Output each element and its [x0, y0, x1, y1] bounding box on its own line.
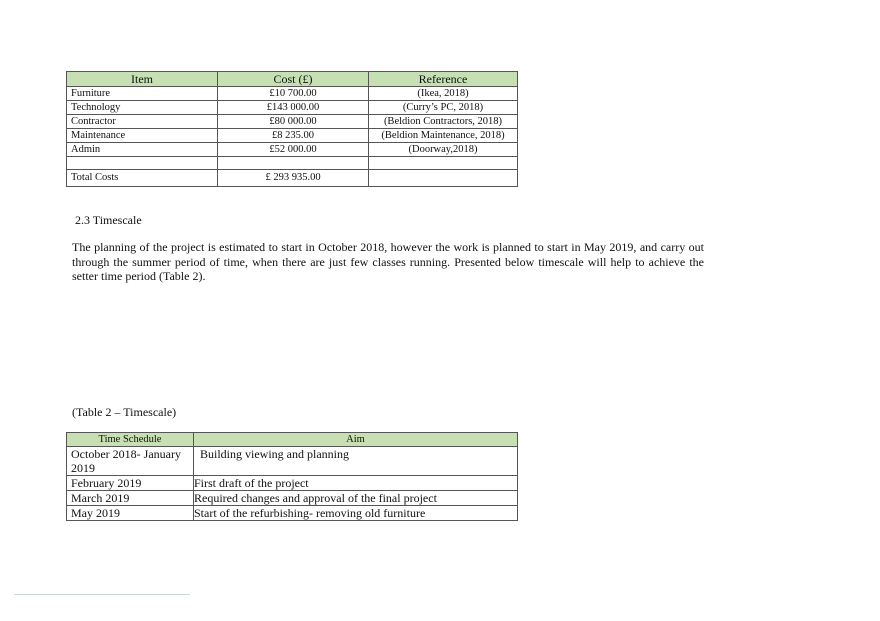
header-cost: Cost (£): [218, 72, 369, 87]
total-label: Total Costs: [67, 170, 218, 187]
cell-time: February 2019: [67, 476, 194, 491]
header-reference: Reference: [369, 72, 518, 87]
table-row: [67, 143, 518, 157]
table-row: [67, 447, 518, 476]
cell-aim: Start of the refurbishing- removing old furniture: [194, 506, 518, 521]
cell-cost: £80 000.00: [218, 115, 369, 129]
cell-time: October 2018- January 2019: [67, 447, 194, 476]
blank-row: [67, 157, 518, 170]
cell-time: May 2019: [67, 506, 194, 521]
section-paragraph: The planning of the project is estimated to start in October 2018, however the work is planned to start in May 2019, and carry out through the summer period of time, when there are just few classes running. Presented below timescale will help to achieve the setter time period (Table 2).: [72, 240, 704, 283]
cell-aim: Required changes and approval of the final project: [194, 491, 518, 506]
cell-cost: £8 235.00: [218, 129, 369, 143]
cell-item: Furniture: [67, 87, 218, 101]
total-cost: £ 293 935.00: [218, 170, 369, 187]
cost-table-header: [67, 72, 518, 87]
cell-empty: [67, 157, 218, 170]
cell-item: Admin: [67, 143, 218, 157]
timescale-table-header: [67, 433, 518, 447]
header-time-schedule: Time Schedule: [67, 433, 194, 447]
cell-item: Maintenance: [67, 129, 218, 143]
timescale-table: [66, 432, 518, 521]
cell-reference: (Beldion Maintenance, 2018): [369, 129, 518, 143]
cell-aim: Building viewing and planning: [194, 447, 518, 476]
header-item: Item: [67, 72, 218, 87]
footnote-divider: [14, 594, 190, 595]
cell-reference: (Ikea, 2018): [369, 87, 518, 101]
table-row: [67, 506, 518, 521]
header-aim: Aim: [194, 433, 518, 447]
cell-item: Contractor: [67, 115, 218, 129]
cost-table: [66, 71, 518, 187]
cell-aim: First draft of the project: [194, 476, 518, 491]
table-caption: (Table 2 – Timescale): [72, 405, 177, 419]
cell-time: March 2019: [67, 491, 194, 506]
cell-item: Technology: [67, 101, 218, 115]
table-row: [67, 491, 518, 506]
table-row: [67, 87, 518, 101]
cell-reference: (Doorway,2018): [369, 143, 518, 157]
table-row: [67, 476, 518, 491]
section-heading: 2.3 Timescale: [75, 213, 142, 227]
table-row: [67, 115, 518, 129]
total-reference: [369, 170, 518, 187]
cell-cost: £10 700.00: [218, 87, 369, 101]
cell-empty: [369, 157, 518, 170]
cell-cost: £52 000.00: [218, 143, 369, 157]
cell-reference: (Curry’s PC, 2018): [369, 101, 518, 115]
total-row: [67, 170, 518, 187]
table-row: [67, 101, 518, 115]
table-row: [67, 129, 518, 143]
cell-empty: [218, 157, 369, 170]
cell-reference: (Beldion Contractors, 2018): [369, 115, 518, 129]
cell-cost: £143 000.00: [218, 101, 369, 115]
